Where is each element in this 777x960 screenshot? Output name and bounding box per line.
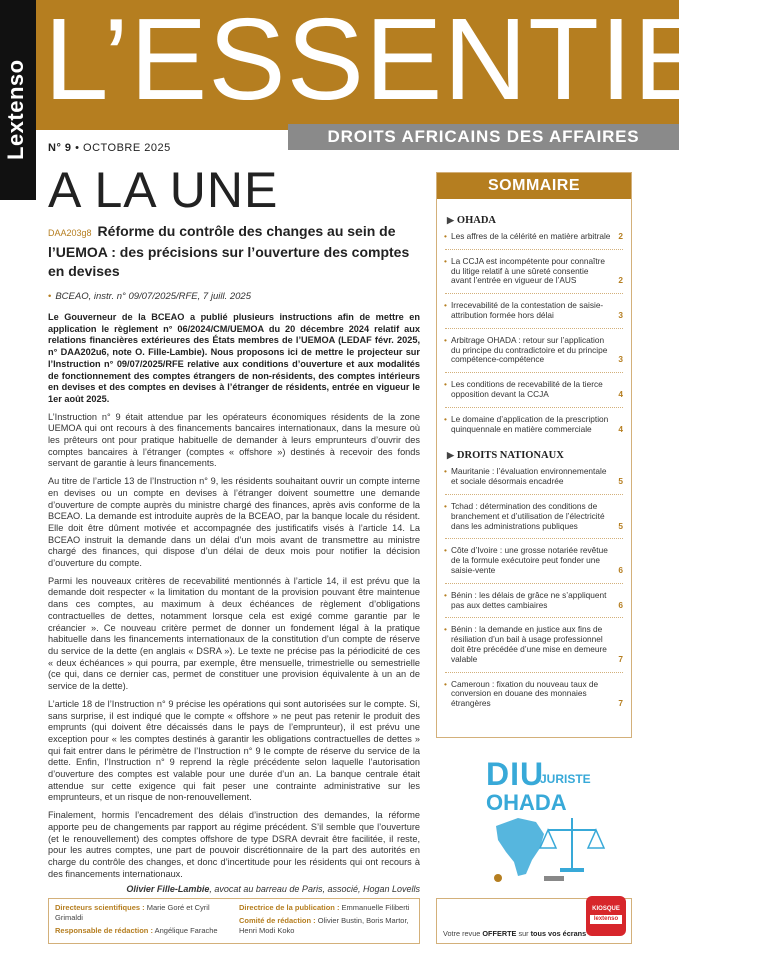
brand-logo: Lextenso: [3, 59, 28, 160]
issue-date: OCTOBRE 2025: [83, 142, 171, 154]
sommaire-item-text: Cameroun : fixation du nouveau taux de conversion en douane des monnaies étrangères: [451, 678, 599, 709]
divider: [445, 672, 623, 673]
comite-value: Olivier Bustin, Boris Martor, Henri Modi Koko: [239, 916, 409, 935]
sommaire-item-page: 6: [618, 599, 623, 610]
bullet-icon: •: [444, 466, 447, 477]
sommaire-item-text: Bénin : la demande en justice aux fins de résiliation d’un bail à usage professionnel doit être précédée d’une mise en demeure valable: [451, 624, 607, 664]
bullet-icon: •: [444, 413, 447, 424]
sommaire-item-text: Mauritanie : l’évaluation environnementale et sociale désormais encadrée: [451, 466, 607, 487]
sommaire-item-text: Les conditions de recevabilité de la tierce opposition devant la CCJA: [451, 379, 603, 399]
sommaire-item[interactable]: [444, 500, 623, 531]
sommaire-item[interactable]: [444, 379, 623, 400]
sommaire-item-text: Les affres de la célérité en matière arbitrale: [451, 231, 611, 241]
section-title: A LA UNE: [48, 162, 279, 218]
offer-text: Votre revue OFFERTE sur tous vos écrans: [443, 929, 587, 938]
ad-diu: DIU: [486, 756, 545, 792]
sommaire-section-name: DROITS NATIONAUX: [456, 450, 564, 462]
sommaire-title: SOMMAIRE: [437, 173, 631, 199]
bullet-icon: •: [444, 589, 447, 600]
sommaire-item-page: 4: [618, 423, 623, 434]
issue-line: N° 9 • OCTOBRE 2025: [48, 142, 171, 154]
sommaire-item-page: 6: [618, 564, 623, 575]
bullet-icon: •: [444, 624, 447, 635]
author-role: , avocat au barreau de Paris, associé, Hogan Lovells: [209, 884, 420, 895]
sommaire-item[interactable]: [444, 589, 623, 611]
sommaire-item-text: Bénin : les délais de grâce ne s’appliquent pas aux dettes cambiaires: [451, 589, 607, 610]
sommaire-item[interactable]: [444, 413, 623, 435]
sommaire-box: [436, 172, 632, 738]
article-paragraph: L’Instruction n° 9 était attendue par les opérateurs économiques résidents de la zone UEMOA qui ont recours à des financements bancaires internationaux, dans la mesure où les prêteurs ont pour pratique habituelle de demander à leurs emprunteurs d’ouvrir des comptes bancaires à l’étranger (comptes « offshore ») destinés à recevoir des fonds servant de garantie à leurs financements.: [48, 411, 420, 469]
dir-sci-label: Directeurs scientifiques :: [55, 903, 145, 912]
sommaire-item[interactable]: [444, 678, 623, 709]
sommaire-item[interactable]: [444, 231, 623, 242]
credits-box: [48, 898, 420, 944]
issue-number: N° 9: [48, 142, 72, 154]
resp-label: Responsable de rédaction :: [55, 926, 153, 935]
sommaire-item-text: La CCJA est incompétente pour connaître du litige relatif à une sûreté consentie avant l’entrée en vigueur de l’AUS: [451, 255, 606, 286]
sommaire-item[interactable]: [444, 255, 623, 286]
article-paragraph: L’article 18 de l’Instruction n° 9 précise les opérations qui sont autorisées sur le compte. Si, sans surprise, il est indiqué que le compte « offshore » ne peut pas retenir le produit des emprunts (qui doivent être décaissés dans le pays de l’emprunteur), il est prévu une exception pour « les comptes destinés à garantir les obligations contractuelles de dettes » qui fait entrer dans le périmètre de l’Instruction n° 9 le compte de réserve du service de la dette. Enfin, l’Instruction n° 9 reprend la règle précédente selon laquelle l’autorisation d’ouverture des comptes est valable pour une durée d’un an. La banque centrale était attendue sur cette exigence qui fait peser une contrainte administrative sur les emprunteurs, et un risque de non-renouvellement.: [48, 698, 420, 803]
credits-column-right: [239, 903, 417, 936]
bullet-icon: •: [444, 300, 447, 311]
bullet-icon: •: [444, 255, 447, 266]
article-code: DAA203g8: [48, 228, 92, 238]
ad-juriste: JURISTE: [540, 772, 591, 786]
article-paragraph: Finalement, hormis l’encadrement des délais d’instruction des demandes, la réforme apporte peu de changements par rapport au régime précédent. S’il semble que l’ouverture (et le renouvellement) des comptes offshore de type DSRA devrait être facilitée, il reste, pour les autres comptes, une part de pouvoir discrétionnaire de la part des autorités en charge du contrôle des changes, et donc d’incertitude pour les résidents qui ont recours à des financements internationaux.: [48, 810, 420, 879]
bullet-icon: •: [444, 379, 447, 390]
divider: [445, 538, 623, 539]
sommaire-item-page: 3: [618, 309, 623, 320]
article-reference-text: BCEAO, instr. n° 09/07/2025/RFE, 7 juill. 2025: [55, 291, 251, 302]
divider: [445, 372, 623, 373]
masthead-subtitle: DROITS AFRICAINS DES AFFAIRES: [327, 127, 640, 146]
article-paragraph: Parmi les nouveaux critères de recevabilité mentionnés à l’article 14, il est prévu que la demande doit respecter « la limitation du montant de la provision pouvant être maintenue dans ces comptes, au maximum à deux échéances de règlement d’obligations contractuelles de dettes, notamment lorsque cela est exigé comme garantie par le créancier ». Ce nouveau critère permet de donner un fondement légal à la pratique habituelle dans les financements internationaux de la constitution d’un compte de réserve du service de la dette (en anglais « DSRA »). Le texte ne précise pas la périodicité de ces « deux échéances » qui pourra, par exemple, être mensuelle, trimestrielle ou semestrielle (ce qui, dans ce dernier cas, permet de constituer une provision équivalente à un an de service de la dette).: [48, 575, 420, 692]
sommaire-item-page: 4: [618, 388, 623, 399]
author-name: Olivier Fille-Lambie: [126, 884, 210, 895]
sommaire-item[interactable]: [444, 545, 623, 575]
resp-value: Angélique Farache: [152, 926, 218, 935]
diu-ad[interactable]: [436, 748, 632, 890]
bullet-icon: •: [444, 231, 447, 241]
article-title: [48, 222, 420, 281]
article-title-text: Réforme du contrôle des changes au sein de l’UEMOA : des précisions sur l’ouverture des comptes en devises: [48, 223, 410, 279]
partner-logo-icon: [544, 876, 564, 881]
divider: [445, 293, 623, 294]
sommaire-item-page: 2: [618, 231, 623, 241]
dir-sci-value: Marie Goré et Cyril Grimaldi: [55, 903, 210, 922]
article-paragraph: Au titre de l’article 13 de l’Instruction n° 9, les résidents souhaitant ouvrir un compte interne en devises ou un compte en devises à l’étranger doivent soumettre une demande d’ouverture de compte auprès du ministre chargé des finances, après avis conforme de la BCEAO. La demande est introduite auprès de la BCEAO, par la banque locale du résident. Elle doit être dûment motivée et accompagnée des justificatifs visés à l’article 14. La BCEAO instruit la demande dans un délai d’un mois avant de transmettre au ministre chargé des finances, qui dispose d’un délai de deux mois pour notifier la décision d’ouverture du compte.: [48, 476, 420, 569]
dir-pub-label: Directrice de la publication :: [239, 903, 340, 912]
triangle-icon: ▶: [447, 215, 454, 225]
seal-icon: [494, 874, 502, 882]
sommaire-section-droits-nationaux: [447, 450, 631, 461]
masthead-title: L’ESSENTIEL: [44, 0, 777, 124]
sommaire-item-text: Arbitrage OHADA : retour sur l’application du principe du contradictoire et du principe compétence-compétence: [451, 334, 608, 365]
sommaire-item[interactable]: [444, 334, 623, 365]
kiosque-label: KIOSQUE: [592, 906, 620, 912]
bullet-icon: •: [444, 678, 447, 689]
divider: [445, 494, 623, 495]
sommaire-item-page: 5: [618, 476, 623, 487]
sommaire-section-name: OHADA: [456, 215, 497, 226]
sommaire-item-page: 2: [618, 275, 623, 286]
bullet-icon: •: [444, 334, 447, 345]
triangle-icon: ▶: [447, 450, 454, 461]
sommaire-item[interactable]: [444, 300, 623, 321]
comite-label: Comité de rédaction :: [239, 916, 316, 925]
bullet-icon: •: [444, 545, 447, 556]
sommaire-item-text: Tchad : détermination des conditions de branchement et d’utilisation de l’électricité dans les administrations publiques: [451, 500, 605, 531]
sommaire-item-page: 5: [618, 520, 623, 531]
sommaire-item-text: Irrecevabilité de la contestation de saisie-attribution formée hors délai: [451, 300, 604, 320]
divider: [445, 617, 623, 618]
article-body: [48, 412, 420, 881]
article-reference: [48, 291, 420, 302]
divider: [445, 583, 623, 584]
bullet-icon: •: [444, 500, 447, 511]
sommaire-item[interactable]: [444, 466, 623, 487]
divider: [445, 328, 623, 329]
brand-strip: [0, 0, 36, 200]
bullet-icon: •: [48, 291, 52, 302]
sommaire-body: [437, 215, 631, 709]
sommaire-item-page: 3: [618, 354, 623, 365]
sommaire-item-page: 7: [618, 653, 623, 664]
ad-ohada: OHADA: [486, 790, 567, 815]
dir-pub-value: Emmanuelle Filiberti: [339, 903, 410, 912]
kiosque-brand: lextenso: [590, 915, 622, 924]
subtitle-band: [288, 124, 679, 150]
divider: [445, 249, 623, 250]
main-article: [48, 222, 420, 894]
sommaire-item-text: Le domaine d’application de la prescription quinquennale en matière commerciale: [451, 413, 609, 434]
divider: [445, 407, 623, 408]
sommaire-section-ohada: [447, 215, 631, 226]
credits-column-left: [55, 903, 233, 936]
article-signature: [48, 884, 420, 894]
sommaire-item[interactable]: [444, 624, 623, 664]
sommaire-item-text: Côte d’Ivoire : une grosse notariée revêtue de la formule exécutoire peut fonder une saisie-vente: [451, 545, 608, 575]
article-lead: Le Gouverneur de la BCEAO a publié plusieurs instructions afin de mettre en application le règlement n° 06/2024/CM/UEMOA du 20 décembre 2024 relatif aux relations financières extérieures des États membres de l’UEMOA (LEDAF févr. 2025, n° DAA202u6, note O. Fille-Lambie). Nous proposons ici de mettre le projecteur sur l’Instruction n° 09/07/2025/RFE relative aux conditions d’ouverture et aux modalités de fonctionnement des comptes étrangers de non-résidents, des comptes intérieurs en devises et des comptes en devises à l’étranger de résidents, entrée en vigueur le 1er août 2025.: [48, 312, 420, 404]
kiosque-badge[interactable]: [586, 896, 626, 936]
sommaire-item-page: 7: [618, 698, 623, 709]
